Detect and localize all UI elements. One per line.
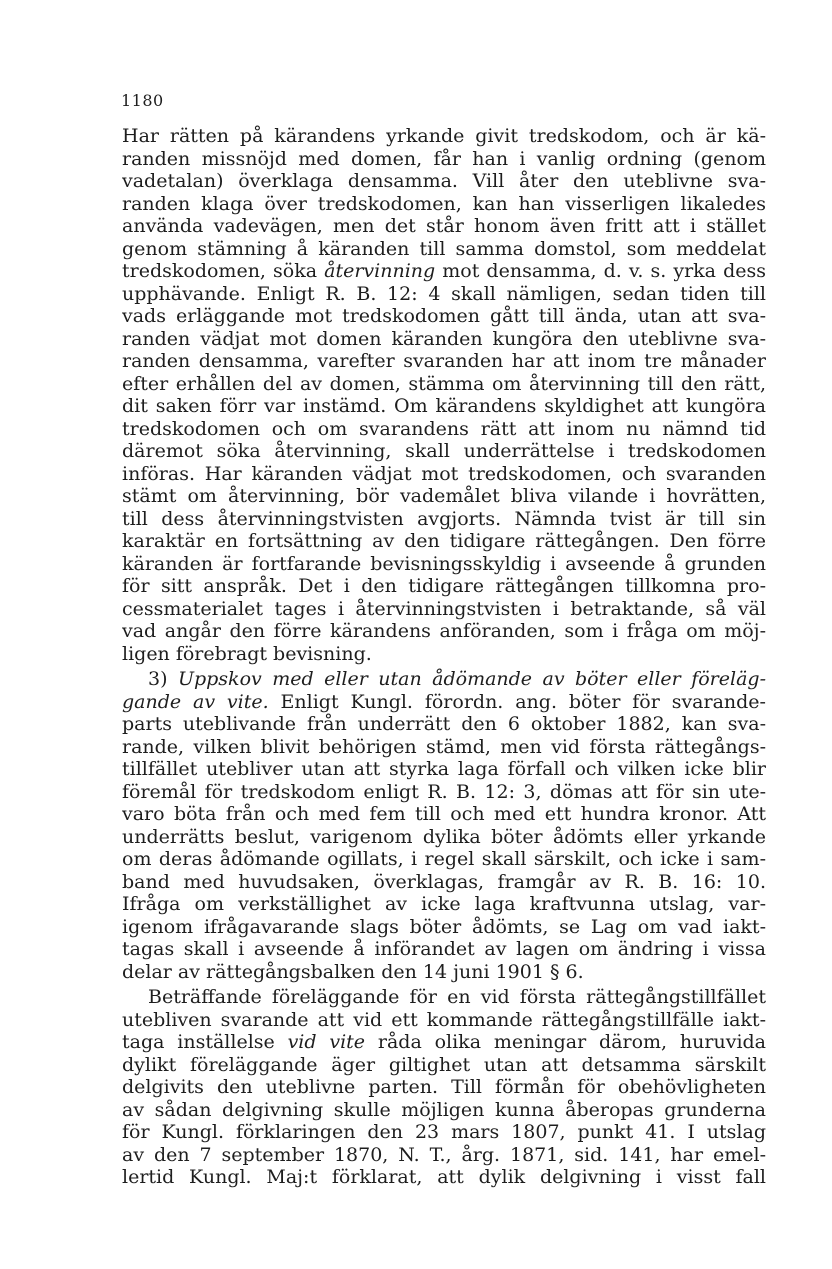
text-line: utebliven svarande att vid ett kommande rättegångstillfälle iakt- bbox=[122, 1008, 766, 1031]
text-line: igenom ifrågavarande slags böter ådömts, se Lag om vad iakt- bbox=[122, 915, 766, 938]
text-line: föremål för tredskodom enligt R. B. 12: 3, dömas att för sin ute- bbox=[122, 780, 766, 803]
text-line: införas. Har käranden vädjat mot tredskodomen, och svaranden bbox=[122, 462, 766, 485]
body-text bbox=[122, 125, 766, 1189]
paragraph-foreläggande bbox=[122, 986, 766, 1189]
text-line: cessmaterialet tages i återvinningstvisten i betraktande, så väl bbox=[122, 597, 766, 620]
text-line: för Kungl. förklaringen den 23 mars 1807, punkt 41. I utslag bbox=[122, 1121, 766, 1143]
text-line: tagas skall i avseende å införandet av lagen om ändring i vissa bbox=[122, 938, 766, 960]
text-line: gande av vite. Enligt Kungl. förordn. ang. böter för svarande- bbox=[122, 690, 766, 713]
text-line: för sitt anspråk. Det i den tidigare rättegången tillkomna pro- bbox=[122, 575, 766, 597]
text-line: randen missnöjd med domen, får han i vanlig ordning (genom bbox=[122, 147, 766, 170]
text-line: parts uteblivande från underrätt den 6 oktober 1882, kan sva- bbox=[122, 713, 766, 735]
text-line: vad angår den förre kärandens anföranden, som i fråga om möj- bbox=[122, 620, 766, 642]
text-line: dylikt föreläggande äger giltighet utan att detsamma särskilt bbox=[122, 1053, 766, 1076]
text-line: randen vädjat mot domen käranden kungöra den uteblivne sva- bbox=[122, 327, 766, 350]
text-line: däremot söka återvinning, skall underrättelse i tredskodomen bbox=[122, 440, 766, 462]
paragraph-uppskov bbox=[122, 668, 766, 983]
text-line: randen klaga över tredskodomen, kan han visserligen likaledes bbox=[122, 192, 766, 215]
text-line: 3) Uppskov med eller utan ådömande av böter eller föreläg- bbox=[148, 668, 766, 690]
text-line: käranden är fortfarande bevisningsskyldig i avseende å grunden bbox=[122, 552, 766, 575]
text-line: tredskodomen och om svarandens rätt att inom nu nämnd tid bbox=[122, 417, 766, 440]
text-line: tredskodomen, söka återvinning mot densamma, d. v. s. yrka dess bbox=[122, 260, 766, 282]
text-line: efter erhållen del av domen, stämma om återvinning till den rätt, bbox=[122, 372, 766, 395]
text-line: Har rätten på kärandens yrkande givit tredskodom, och är kä- bbox=[122, 125, 766, 147]
text-line: randen densamma, varefter svaranden har att inom tre månader bbox=[122, 350, 766, 372]
text-line: varo böta från och med fem till och med ett hundra kronor. Att bbox=[122, 803, 766, 825]
paragraph-tredskodom bbox=[122, 125, 766, 665]
text-line: band med huvudsaken, överklagas, framgår av R. B. 16: 10. bbox=[122, 870, 766, 893]
text-line: om deras ådömande ogillats, i regel skall särskilt, och icke i sam- bbox=[122, 848, 766, 870]
text-line: av sådan delgivning skulle möjligen kunna åberopas grunderna bbox=[122, 1098, 766, 1121]
text-line: använda vadevägen, men det står honom även fritt att i stället bbox=[122, 215, 766, 237]
text-line: taga inställelse vid vite råda olika meningar därom, huruvida bbox=[122, 1031, 766, 1053]
text-line: till dess återvinningstvisten avgjorts. Nämnda tvist är till sin bbox=[122, 507, 766, 530]
page-number: 1180 bbox=[121, 91, 164, 110]
text-line: genom stämning å käranden till samma domstol, som meddelat bbox=[122, 237, 766, 260]
text-line: ligen förebragt bevisning. bbox=[122, 642, 372, 665]
text-line: Beträffande föreläggande för en vid första rättegångstillfället bbox=[148, 986, 766, 1008]
text-line: delar av rättegångsbalken den 14 juni 1901 § 6. bbox=[122, 960, 584, 983]
text-line: stämt om återvinning, bör vademålet bliva vilande i hovrätten, bbox=[122, 485, 766, 507]
text-line: lertid Kungl. Maj:t förklarat, att dylik delgivning i visst fall bbox=[122, 1166, 766, 1188]
text-line: delgivits den uteblivne parten. Till förmån för obehövligheten bbox=[122, 1076, 766, 1098]
text-line: Ifråga om verkställighet av icke laga kraftvunna utslag, var- bbox=[122, 893, 766, 915]
text-line: upphävande. Enligt R. B. 12: 4 skall nämligen, sedan tiden till bbox=[122, 282, 766, 305]
text-line: vads erläggande mot tredskodomen gått till ända, utan att sva- bbox=[122, 305, 766, 327]
text-line: av den 7 september 1870, N. T., årg. 1871, sid. 141, har emel- bbox=[122, 1143, 766, 1166]
text-line: vadetalan) överklaga densamma. Vill åter den uteblivne sva- bbox=[122, 170, 766, 192]
text-line: tillfället utebliver utan att styrka laga förfall och vilken icke blir bbox=[122, 758, 766, 780]
text-line: dit saken förr var instämd. Om kärandens skyldighet att kungöra bbox=[122, 395, 766, 417]
text-line: karaktär en fortsättning av den tidigare rättegången. Den förre bbox=[122, 530, 766, 552]
text-line: rande, vilken blivit behörigen stämd, men vid första rättegångs- bbox=[122, 735, 766, 758]
text-line: underrätts beslut, varigenom dylika böter ådömts eller yrkande bbox=[122, 825, 766, 848]
